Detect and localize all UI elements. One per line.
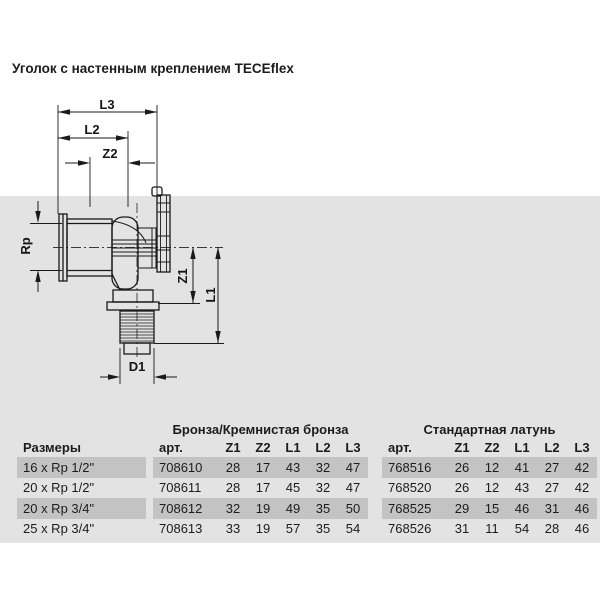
col-header-z1-brass: Z1: [454, 440, 470, 455]
col-header-l3: L3: [345, 440, 361, 455]
cell-art-brass: 768525: [388, 500, 432, 516]
dim-label-z1: Z1: [175, 268, 190, 284]
cell-size: 16 x Rp 1/2": [17, 457, 146, 478]
dim-label-d1: D1: [128, 359, 146, 374]
table-column-header-row: [17, 437, 597, 457]
cell-art-bronze: 708611: [159, 480, 202, 496]
col-header-l3-brass: L3: [574, 440, 590, 455]
cell-art-bronze: 708612: [159, 500, 203, 516]
dim-label-l2: L2: [84, 122, 100, 137]
cell-art-bronze: 708613: [159, 521, 203, 537]
col-header-art-brass: арт.: [388, 440, 412, 455]
cell-art-brass: 768526: [388, 521, 432, 537]
dim-label-rp: Rp: [18, 237, 33, 255]
dim-label-l1: L1: [203, 287, 218, 303]
cell-art-brass: 768516: [388, 459, 432, 475]
col-header-l1: L1: [285, 440, 301, 455]
table-row: 20 x Rp 3/4" 708612 32 19 49 35 50 768525 29 15 46 31 46: [17, 498, 597, 519]
cell-size: 20 x Rp 1/2": [23, 480, 95, 496]
col-header-l2-brass: L2: [544, 440, 560, 455]
spec-table: [17, 419, 597, 539]
col-header-z2-brass: Z2: [484, 440, 500, 455]
table-group-header-row: [17, 419, 597, 437]
cell-art-brass: 768520: [388, 480, 432, 496]
group-header-bronze: Бронза/Кремнистая бронза: [172, 422, 349, 437]
cell-size: 25 x Rp 3/4": [23, 521, 95, 537]
table-row: 20 x Rp 1/2" 708611 28 17 45 32 47 768520 26 12 43 27 42: [17, 478, 597, 499]
cell-size: 20 x Rp 3/4": [17, 498, 146, 519]
col-header-l2: L2: [315, 440, 331, 455]
table-row: 16 x Rp 1/2" 708610 28 17 43 32 47 768516 26 12 41 27 42: [17, 457, 597, 478]
cell-art-bronze: 708610: [159, 459, 203, 475]
col-header-art-bronze: арт.: [159, 440, 183, 455]
col-header-l1-brass: L1: [514, 440, 530, 455]
page-title: Уголок с настенным креплением TECEflex: [12, 61, 294, 76]
table-row: 25 x Rp 3/4" 708613 33 19 57 35 54 768526 31 11 54 28 46: [17, 519, 597, 540]
dim-label-l3: L3: [99, 97, 115, 112]
col-header-z1: Z1: [225, 440, 241, 455]
col-header-sizes: Размеры: [23, 440, 81, 455]
group-header-brass: Стандартная латунь: [423, 422, 556, 437]
dim-label-z2: Z2: [102, 146, 118, 161]
col-header-z2: Z2: [255, 440, 271, 455]
